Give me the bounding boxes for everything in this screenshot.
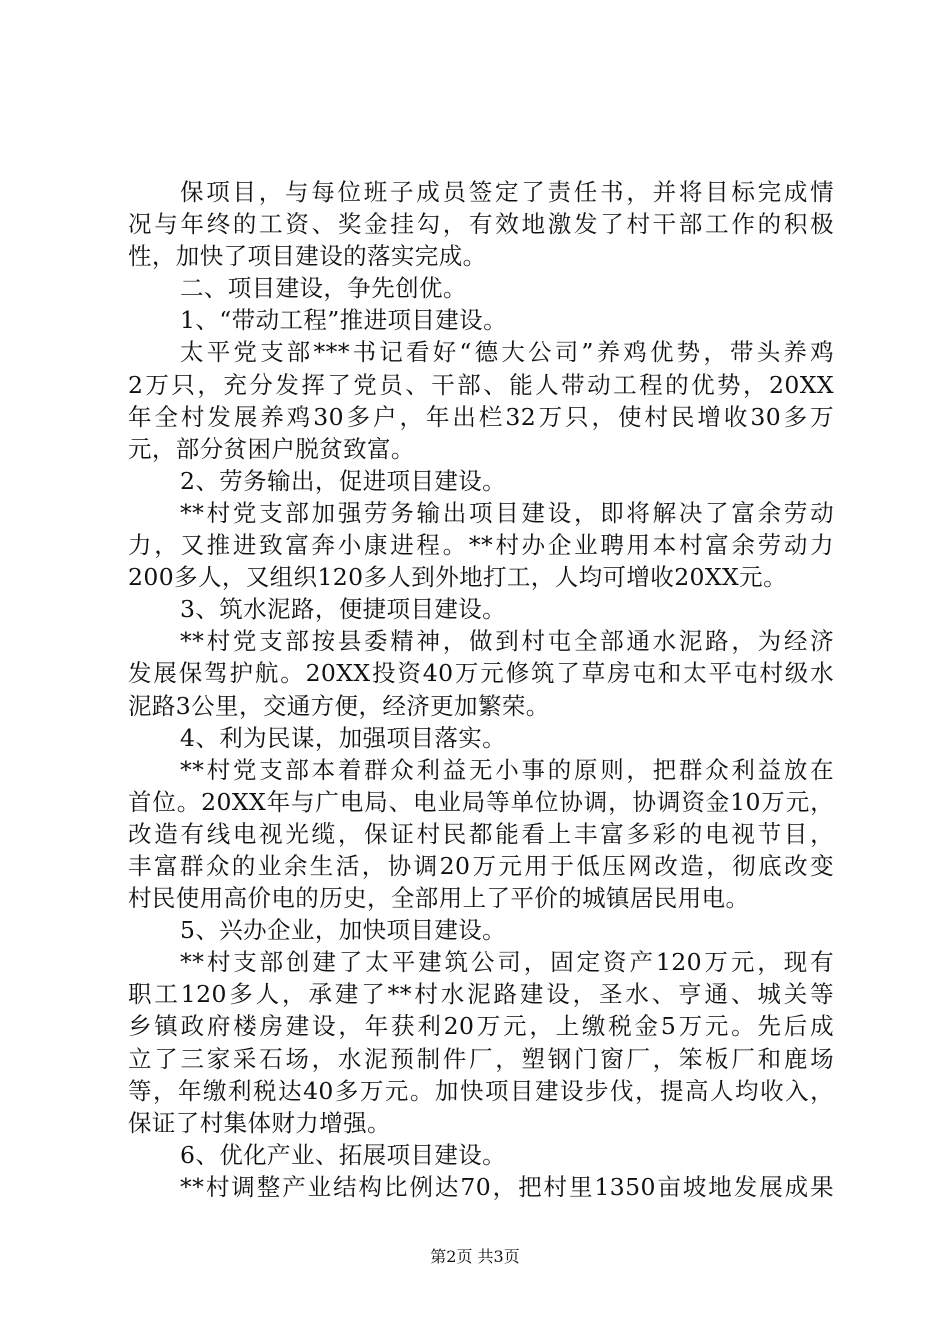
text-line: 改造有线电视光缆，保证村民都能看上丰富多彩的电视节目， — [128, 819, 834, 848]
text-line: **村调整产业结构比例达70，把村里1350亩坡地发展成果 — [180, 1172, 834, 1201]
text-line: 等，年缴利税达40多万元。加快项目建设步伐，提高人均收入， — [128, 1076, 834, 1105]
text-line: 保项目，与每位班子成员签定了责任书，并将目标完成情 — [180, 178, 834, 206]
text-line: 2、劳务输出，促进项目建设。 — [180, 466, 507, 495]
text-line: **村党支部本着群众利益无小事的原则，把群众利益放在 — [180, 755, 834, 784]
text-line: 况与年终的工资、奖金挂勾，有效地激发了村干部工作的积极 — [128, 210, 834, 239]
text-line: 3、筑水泥路，便捷项目建设。 — [180, 595, 507, 624]
page-footer: 第2页 共3页 — [430, 1247, 520, 1266]
text-line: 二、项目建设，争先创优。 — [180, 274, 467, 303]
text-line: 首位。20XX年与广电局、电业局等单位协调，协调资金10万元， — [128, 787, 834, 816]
text-line: 2万只，充分发挥了党员、干部、能人带动工程的优势，20XX — [128, 370, 834, 399]
text-line: 村民使用高价电的历史，全部用上了平价的城镇居民用电。 — [128, 884, 750, 913]
text-line: 元，部分贫困户脱贫致富。 — [128, 434, 415, 463]
text-line: 发展保驾护航。20XX投资40万元修筑了草房屯和太平屯村级水 — [128, 659, 834, 688]
text-line: 200多人，又组织120多人到外地打工，人均可增收20XX元。 — [128, 563, 787, 592]
text-line: 职工120多人，承建了**村水泥路建设，圣水、亨通、城关等 — [128, 980, 834, 1009]
text-line: 丰富群众的业余生活，协调20万元用于低压网改造，彻底改变 — [128, 851, 834, 880]
text-line: 保证了村集体财力增强。 — [128, 1108, 391, 1137]
body-text — [128, 176, 834, 1203]
text-line: 力，又推进致富奔小康进程。**村办企业聘用本村富余劳动力 — [128, 531, 834, 560]
text-line: 4、利为民谋，加强项目落实。 — [180, 723, 507, 752]
text-line: 6、优化产业、拓展项目建设。 — [180, 1140, 507, 1169]
text-line: 立了三家采石场，水泥预制件厂，塑钢门窗厂，笨板厂和鹿场 — [128, 1044, 834, 1073]
text-line: **村党支部按县委精神，做到村屯全部通水泥路，为经济 — [180, 627, 834, 656]
text-line: 5、兴办企业，加快项目建设。 — [180, 916, 507, 945]
text-line: 泥路3公里，交通方便，经济更加繁荣。 — [128, 691, 550, 720]
text-line: 年全村发展养鸡30多户，年出栏32万只，使村民增收30多万 — [128, 402, 834, 431]
text-line: 太平党支部***书记看好“德大公司”养鸡优势，带头养鸡 — [180, 338, 834, 367]
text-line: 乡镇政府楼房建设，年获利20万元，上缴税金5万元。先后成 — [128, 1012, 834, 1041]
text-line: 性，加快了项目建设的落实完成。 — [128, 242, 487, 271]
text-line: **村党支部加强劳务输出项目建设，即将解决了富余劳动 — [180, 498, 834, 527]
text-line: **村支部创建了太平建筑公司，固定资产120万元，现有 — [180, 948, 834, 977]
text-line: 1、“带动工程”推进项目建设。 — [180, 306, 507, 335]
